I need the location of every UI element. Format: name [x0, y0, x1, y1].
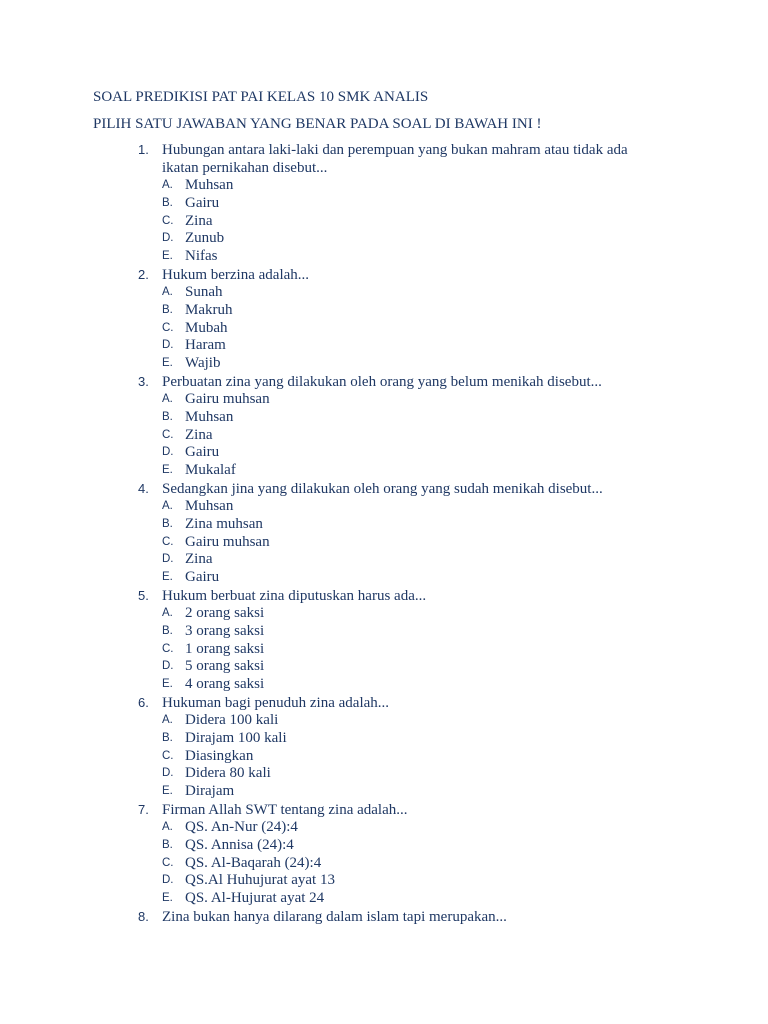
question-text: Hubungan antara laki-laki dan perempuan yang bukan mahram atau tidak ada ikatan pernikahan disebut... — [162, 142, 628, 176]
question-text: Sedangkan jina yang dilakukan oleh orang yang sudah menikah disebut... — [162, 480, 603, 497]
question-row — [0, 141, 662, 177]
option-letter: D. — [162, 553, 174, 566]
option-letter: D. — [162, 339, 174, 352]
answer-option — [0, 337, 768, 355]
question-number: 7. — [138, 801, 149, 817]
option-letter: A. — [162, 392, 173, 405]
option-letter: E. — [162, 357, 173, 370]
answer-option — [0, 462, 768, 480]
answer-option — [0, 248, 768, 266]
option-letter: D. — [162, 446, 174, 459]
question-item — [0, 266, 768, 373]
option-letter: C. — [162, 214, 174, 227]
question-number: 6. — [138, 694, 149, 710]
option-letter: E. — [162, 892, 173, 905]
answer-option — [0, 765, 768, 783]
option-text: Zina — [185, 551, 213, 568]
answer-option — [0, 391, 768, 409]
option-text: Didera 100 kali — [185, 711, 279, 728]
option-text: Muhsan — [185, 408, 234, 425]
answer-option — [0, 195, 768, 213]
answer-option — [0, 623, 768, 641]
option-text: Sunah — [185, 283, 223, 300]
answer-option — [0, 569, 768, 587]
question-text: Hukum berbuat zina diputuskan harus ada... — [162, 587, 427, 604]
option-letter: C. — [162, 535, 174, 548]
answer-option — [0, 783, 768, 801]
option-letter: A. — [162, 499, 173, 512]
option-text: Wajib — [185, 355, 221, 372]
question-item — [0, 908, 768, 926]
question-text: Firman Allah SWT tentang zina adalah... — [162, 801, 408, 818]
answer-option — [0, 516, 768, 534]
answer-option — [0, 320, 768, 338]
option-text: Gairu muhsan — [185, 533, 270, 550]
option-text: Dirajam 100 kali — [185, 729, 287, 746]
option-text: Zina muhsan — [185, 515, 263, 532]
option-text: QS. An-Nur (24):4 — [185, 818, 298, 835]
option-text: 4 orang saksi — [185, 676, 265, 693]
answer-option — [0, 605, 768, 623]
option-letter: B. — [162, 731, 173, 744]
option-text: Gairu — [185, 444, 220, 461]
option-text: 1 orang saksi — [185, 640, 265, 657]
answer-option — [0, 819, 768, 837]
question-number: 8. — [138, 908, 149, 924]
answer-option — [0, 409, 768, 427]
option-letter: B. — [162, 624, 173, 637]
answer-option — [0, 890, 768, 908]
question-row — [0, 587, 662, 605]
question-item — [0, 480, 768, 587]
answer-option — [0, 302, 768, 320]
question-number: 4. — [138, 480, 149, 496]
answer-option — [0, 641, 768, 659]
answer-option — [0, 730, 768, 748]
option-letter: C. — [162, 749, 174, 762]
option-text: Muhsan — [185, 177, 234, 193]
question-item — [0, 694, 768, 801]
answer-option — [0, 676, 768, 694]
option-letter: D. — [162, 232, 174, 245]
question-text: Zina bukan hanya dilarang dalam islam tapi merupakan... — [162, 908, 507, 925]
question-number: 2. — [138, 266, 149, 282]
question-row — [0, 908, 662, 926]
question-row — [0, 694, 662, 712]
document-title: SOAL PREDIKISI PAT PAI KELAS 10 SMK ANALIS — [93, 89, 429, 105]
question-item — [0, 587, 768, 694]
option-text: QS.Al Huhujurat ayat 13 — [185, 872, 335, 889]
question-number: 5. — [138, 587, 149, 603]
option-letter: A. — [162, 285, 173, 298]
option-letter: B. — [162, 303, 173, 316]
answer-option — [0, 534, 768, 552]
answer-option — [0, 658, 768, 676]
option-text: Muhsan — [185, 497, 234, 514]
answer-option — [0, 213, 768, 231]
option-text: QS. Al-Baqarah (24):4 — [185, 854, 322, 871]
option-letter: E. — [162, 250, 173, 263]
option-letter: A. — [162, 820, 173, 833]
question-item — [0, 801, 768, 908]
option-letter: E. — [162, 785, 173, 798]
option-letter: D. — [162, 874, 174, 887]
option-letter: C. — [162, 428, 174, 441]
option-text: QS. Annisa (24):4 — [185, 836, 294, 853]
option-letter: A. — [162, 179, 173, 191]
answer-option — [0, 177, 768, 195]
question-text: Perbuatan zina yang dilakukan oleh orang yang belum menikah disebut... — [162, 373, 602, 390]
option-text: Mubah — [185, 319, 228, 336]
option-letter: E. — [162, 464, 173, 477]
option-letter: E. — [162, 571, 173, 584]
question-row — [0, 373, 662, 391]
answer-option — [0, 872, 768, 890]
option-text: QS. Al-Hujurat ayat 24 — [185, 890, 325, 907]
answer-option — [0, 427, 768, 445]
option-text: Diasingkan — [185, 747, 254, 764]
option-text: Zina — [185, 212, 213, 229]
option-text: Didera 80 kali — [185, 765, 271, 782]
question-number: 3. — [138, 373, 149, 389]
question-row — [0, 266, 662, 284]
answer-option — [0, 712, 768, 730]
answer-option — [0, 551, 768, 569]
question-row — [0, 480, 662, 498]
answer-option — [0, 837, 768, 855]
option-letter: C. — [162, 642, 174, 655]
option-text: Makruh — [185, 301, 233, 318]
option-text: 5 orang saksi — [185, 658, 265, 675]
option-letter: B. — [162, 517, 173, 530]
option-letter: A. — [162, 606, 173, 619]
question-list — [0, 141, 768, 926]
answer-option — [0, 498, 768, 516]
option-text: 3 orang saksi — [185, 622, 265, 639]
question-number: 1. — [138, 142, 149, 157]
document-instruction: PILIH SATU JAWABAN YANG BENAR PADA SOAL DI BAWAH INI ! — [93, 116, 542, 132]
option-letter: C. — [162, 856, 174, 869]
answer-option — [0, 748, 768, 766]
answer-option — [0, 444, 768, 462]
option-text: Gairu muhsan — [185, 390, 270, 407]
option-text: Zunub — [185, 230, 225, 247]
option-text: Nifas — [185, 248, 218, 265]
question-text: Hukum berzina adalah... — [162, 266, 310, 283]
answer-option — [0, 230, 768, 248]
answer-option — [0, 284, 768, 302]
option-letter: A. — [162, 713, 173, 726]
option-text: Gairu — [185, 569, 220, 586]
option-text: 2 orang saksi — [185, 604, 265, 621]
option-text: Dirajam — [185, 783, 235, 800]
answer-option — [0, 355, 768, 373]
option-letter: D. — [162, 660, 174, 673]
option-letter: C. — [162, 321, 174, 334]
option-letter: B. — [162, 410, 173, 423]
option-text: Gairu — [185, 194, 220, 211]
question-text: Hukuman bagi penuduh zina adalah... — [162, 694, 390, 711]
option-letter: B. — [162, 196, 173, 209]
question-item — [0, 373, 768, 480]
answer-option — [0, 855, 768, 873]
option-text: Mukalaf — [185, 462, 236, 479]
option-text: Zina — [185, 426, 213, 443]
option-text: Haram — [185, 337, 226, 354]
option-letter: D. — [162, 767, 174, 780]
option-letter: E. — [162, 678, 173, 691]
question-row — [0, 801, 662, 819]
question-item — [0, 141, 768, 266]
option-letter: B. — [162, 838, 173, 851]
